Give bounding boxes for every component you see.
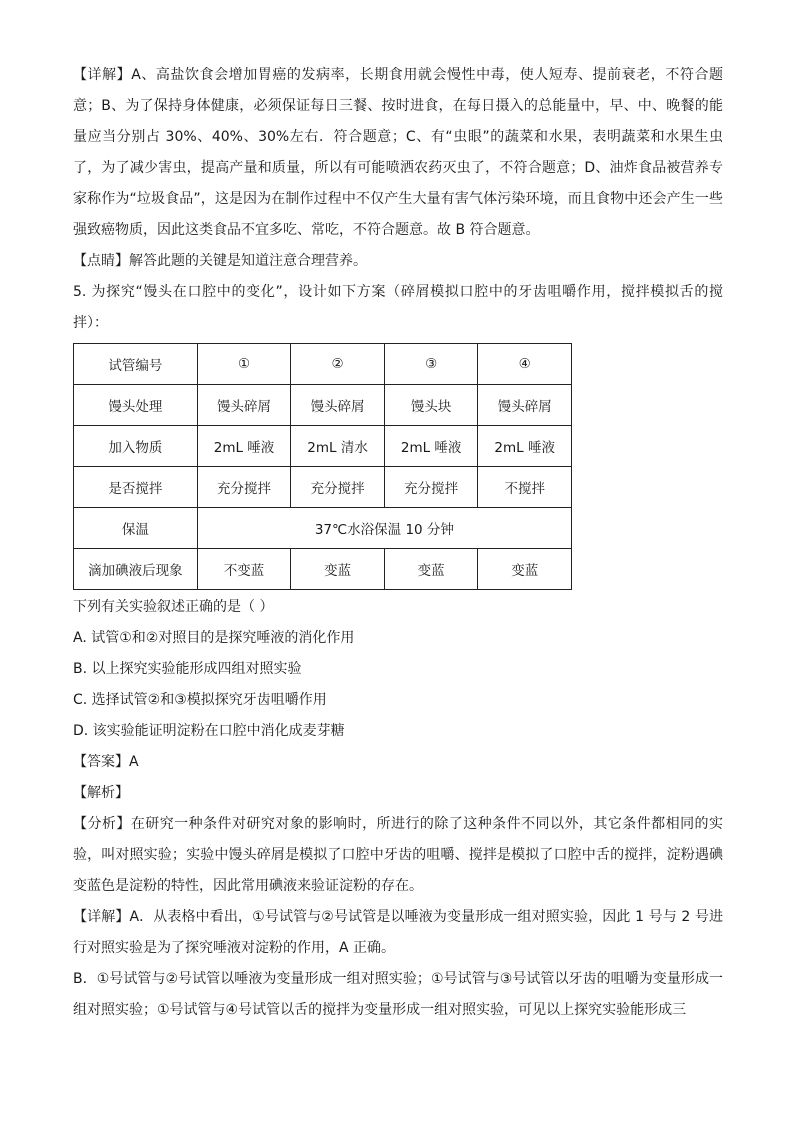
table-row (74, 467, 572, 508)
table-header-cell: ③ (384, 344, 478, 385)
table-cell: 馒头碎屑 (478, 385, 572, 426)
answer-line: 【答案】A (73, 754, 139, 770)
table-cell: 2mL 唾液 (384, 426, 478, 467)
table-cell: 滴加碘液后现象 (74, 549, 198, 590)
table-row (74, 549, 572, 590)
table-cell: 馒头处理 (74, 385, 198, 426)
option-a: A. 试管①和②对照目的是探究唾液的消化作用 (73, 630, 355, 646)
table-header-cell: 试管编号 (74, 344, 198, 385)
table-row (74, 508, 572, 549)
table-cell: 不变蓝 (197, 549, 291, 590)
detail-b-paragraph: B．①号试管与②号试管以唾液为变量形成一组对照实验；①号试管与③号试管以牙齿的咀嚼为变量形成一组对照实验；①号试管与④号试管以舌的搅拌为变量形成一组对照实验，可见以上探究实验能形成三 (73, 971, 723, 1018)
table-cell: 充分搅拌 (384, 467, 478, 508)
table-cell: 2mL 清水 (291, 426, 385, 467)
table-cell: 馒头碎屑 (197, 385, 291, 426)
table-header-cell: ② (291, 344, 385, 385)
table-row (74, 385, 572, 426)
table-cell: 保温 (74, 508, 198, 549)
table-row (74, 426, 572, 467)
table-cell: 加入物质 (74, 426, 198, 467)
table-row (74, 344, 572, 385)
key-point-paragraph: 【点睛】解答此题的关键是知道注意合理营养。 (73, 253, 367, 269)
table-cell: 变蓝 (384, 549, 478, 590)
experiment-table (73, 343, 572, 590)
table-cell: 馒头碎屑 (291, 385, 385, 426)
table-cell: 2mL 唾液 (197, 426, 291, 467)
option-c: C. 选择试管②和③模拟探究牙齿咀嚼作用 (73, 692, 327, 708)
question-stem: 5. 为探究“馒头在口腔中的变化”，设计如下方案（碎屑模拟口腔中的牙齿咀嚼作用，搅拌模拟舌的搅拌）： (73, 284, 723, 331)
question-prompt: 下列有关实验叙述正确的是（ ） (73, 599, 274, 615)
option-d: D. 该实验能证明淀粉在口腔中消化成麦芽糖 (73, 723, 345, 739)
table-cell: 2mL 唾液 (478, 426, 572, 467)
table-cell: 充分搅拌 (197, 467, 291, 508)
analysis-paragraph: 【分析】在研究一种条件对研究对象的影响时，所进行的除了这种条件不同以外，其它条件都相同的实验，叫对照实验；实验中馒头碎屑是模拟了口腔中牙齿的咀嚼、搅拌是模拟了口腔中舌的搅拌，淀粉遇碘变蓝色是淀粉的特性，因此常用碘液来验证淀粉的存在。 (73, 816, 723, 894)
table-cell: 不搅拌 (478, 467, 572, 508)
table-header-cell: ④ (478, 344, 572, 385)
table-cell: 变蓝 (291, 549, 385, 590)
table-cell: 是否搅拌 (74, 467, 198, 508)
document-page (73, 60, 723, 1026)
table-header-cell: ① (197, 344, 291, 385)
detail-a-paragraph: 【详解】A．从表格中看出，①号试管与②号试管是以唾液为变量形成一组对照实验，因此 1 号与 2 号进行对照实验是为了探究唾液对淀粉的作用，A 正确。 (73, 909, 723, 956)
table-cell-merged: 37℃水浴保温 10 分钟 (197, 508, 571, 549)
detail-paragraph: 【详解】A、高盐饮食会增加胃癌的发病率，长期食用就会慢性中毒，使人短寿、提前衰老，不符合题意；B、为了保持身体健康，必须保证每日三餐、按时进食，在每日摄入的总能量中，早、中、晚餐的能量应当分别占 30%、40%、30%左右．符合题意；C、有“虫眼”的蔬菜和水果，表明蔬菜和水果生虫了，为了减少害虫，提高产量和质量，所以有可能喷洒农药灭虫了，不符合题意；D、油炸食品被营养专家称作为“垃圾食品”，这是因为在制作过程中不仅产生大量有害气体污染环境，而且食物中还会产生一些强致癌物质，因此这类食品不宜多吃、常吃，不符合题意。故 B 符合题意。 (73, 67, 723, 238)
table-cell: 充分搅拌 (291, 467, 385, 508)
table-cell: 馒头块 (384, 385, 478, 426)
analysis-label: 【解析】 (73, 785, 129, 801)
option-b: B. 以上探究实验能形成四组对照实验 (73, 661, 302, 677)
table-cell: 变蓝 (478, 549, 572, 590)
